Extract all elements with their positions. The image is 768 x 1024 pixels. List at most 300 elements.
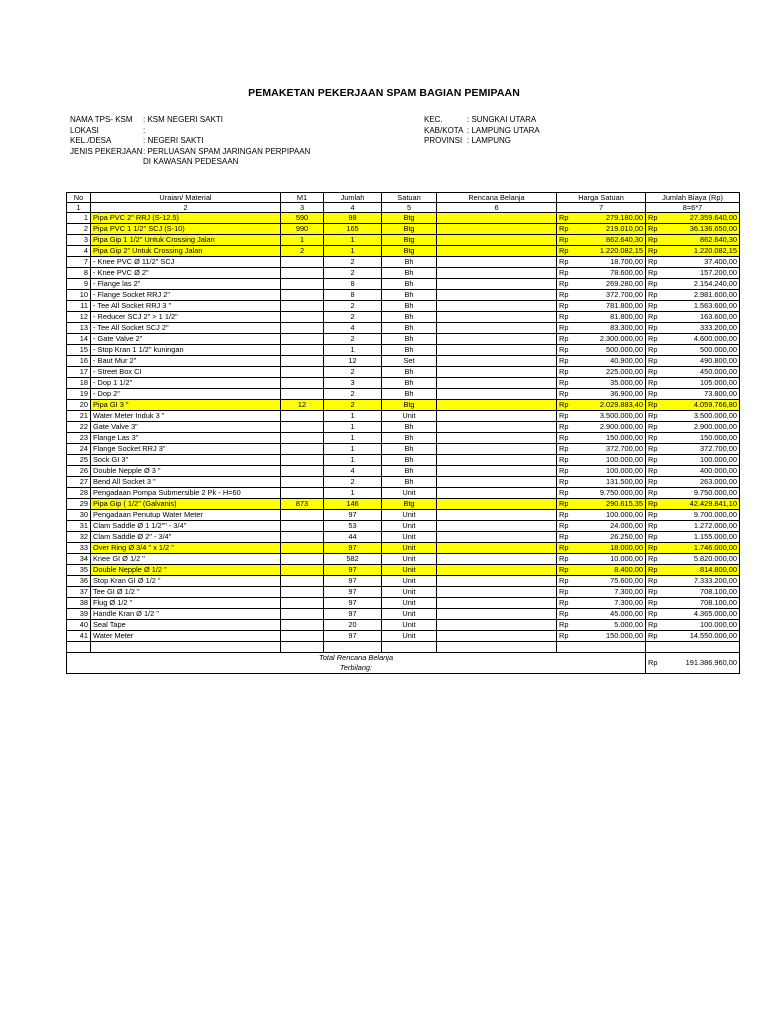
m1-value [281,510,324,521]
unit: Bh [382,367,437,378]
column-header: Jumlah Biaya (Rp) [646,193,740,203]
item-name: - Gate Valve 2" [91,334,281,345]
row-number: 2 [67,224,91,235]
terbilang-label: Terbilang: [67,663,646,674]
quantity: 165 [324,224,382,235]
unit: Bh [382,290,437,301]
info-value: : [143,125,146,135]
column-header: M1 [281,193,324,203]
total-cost: 708.100,00 [660,598,740,609]
price-currency: Rp [557,499,571,510]
empty-row [67,642,740,653]
column-number: 7 [557,203,646,213]
m1-value [281,444,324,455]
price-currency: Rp [557,356,571,367]
column-number: 8=6*7 [646,203,740,213]
item-name: Pipa Gip ( 1/2" (Galvanis) [91,499,281,510]
unit: Bh [382,389,437,400]
unit: Btg [382,400,437,411]
terbilang-row [67,663,740,674]
column-header: Jumlah [324,193,382,203]
item-name: - Knee PVC Ø 2" [91,268,281,279]
unit: Bh [382,477,437,488]
unit: Btg [382,224,437,235]
total-cost: 42.429.841,10 [660,499,740,510]
price-currency: Rp [557,576,571,587]
item-name: Pipa Gip 1 1/2" Untuk Crossing Jalan [91,235,281,246]
total-currency: Rp [646,422,660,433]
table-row [67,477,740,488]
item-name: - Tee All Socket SCJ 2" [91,323,281,334]
price-currency: Rp [557,334,571,345]
quantity: 98 [324,213,382,224]
item-name: - Street Box CI [91,367,281,378]
unit: Unit [382,631,437,642]
table-header-row [67,193,740,203]
total-currency: Rp [646,631,660,642]
quantity: 1 [324,235,382,246]
unit-price: 45.000,00 [571,609,646,620]
info-line [424,136,724,147]
total-currency: Rp [646,477,660,488]
quantity: 1 [324,345,382,356]
total-cost: 862.640,30 [660,235,740,246]
total-cost: 3.500.000,00 [660,411,740,422]
price-currency: Rp [557,444,571,455]
quantity: 8 [324,279,382,290]
unit-price: 40.900,00 [571,356,646,367]
rencana-belanja [437,323,557,334]
m1-value [281,301,324,312]
price-currency: Rp [557,433,571,444]
item-name: Flange Socket RRJ 3" [91,444,281,455]
total-cost: 9.700.000,00 [660,510,740,521]
unit-price: 100.000,00 [571,466,646,477]
total-currency: Rp [646,510,660,521]
quantity: 97 [324,598,382,609]
table-row [67,554,740,565]
unit-price: 35.000,00 [571,378,646,389]
price-currency: Rp [557,455,571,466]
unit: Unit [382,587,437,598]
table-row [67,609,740,620]
total-cost: 27.359.640,00 [660,213,740,224]
price-currency: Rp [557,235,571,246]
total-cost: 814.800,00 [660,565,740,576]
unit: Bh [382,312,437,323]
rencana-belanja [437,257,557,268]
unit: Unit [382,598,437,609]
unit: Bh [382,433,437,444]
m1-value: 990 [281,224,324,235]
price-currency: Rp [557,510,571,521]
unit-price: 10.000,00 [571,554,646,565]
quantity: 2 [324,301,382,312]
empty-cell [646,642,660,653]
table-row [67,279,740,290]
total-currency: Rp [646,224,660,235]
empty-cell [571,642,646,653]
m1-value [281,378,324,389]
rencana-belanja [437,521,557,532]
unit-price: 150.000,00 [571,433,646,444]
unit-price: 862.640,30 [571,235,646,246]
total-currency: Rp [646,334,660,345]
unit: Unit [382,609,437,620]
m1-value [281,532,324,543]
price-currency: Rp [557,565,571,576]
m1-value [281,312,324,323]
price-currency: Rp [557,488,571,499]
rencana-belanja [437,433,557,444]
row-number: 1 [67,213,91,224]
m1-value [281,323,324,334]
rencana-belanja [437,268,557,279]
total-currency: Rp [646,444,660,455]
column-number: 5 [382,203,437,213]
price-currency: Rp [557,543,571,554]
quantity: 53 [324,521,382,532]
unit: Unit [382,510,437,521]
row-number: 13 [67,323,91,334]
table-row [67,257,740,268]
m1-value [281,279,324,290]
table-row [67,323,740,334]
row-number: 14 [67,334,91,345]
total-cost: 14.550.000,00 [660,631,740,642]
quantity: 12 [324,356,382,367]
rencana-belanja [437,543,557,554]
table-row [67,620,740,631]
table-row [67,488,740,499]
row-number: 27 [67,477,91,488]
quantity: 3 [324,378,382,389]
table-row [67,521,740,532]
unit-price: 18.000,00 [571,543,646,554]
item-name: Gate Valve 3" [91,422,281,433]
price-currency: Rp [557,400,571,411]
info-line [424,115,724,126]
m1-value [281,290,324,301]
rencana-belanja [437,345,557,356]
total-cost: 708.100,00 [660,587,740,598]
total-cost: 2.900.000,00 [660,422,740,433]
grand-total: 191.386.960,00 [660,653,740,674]
total-currency: Rp [646,257,660,268]
info-line [70,157,370,168]
table-row [67,367,740,378]
info-line [70,136,370,147]
info-line [70,147,370,158]
m1-value [281,477,324,488]
row-number: 29 [67,499,91,510]
table-row [67,455,740,466]
rencana-belanja [437,411,557,422]
total-cost: 105.000,00 [660,378,740,389]
unit-price: 2.900.000,00 [571,422,646,433]
m1-value [281,576,324,587]
unit-price: 75.600,00 [571,576,646,587]
info-label: JENIS PEKERJAAN [70,146,143,156]
rencana-belanja [437,455,557,466]
item-name: Double Nepple Ø 3 " [91,466,281,477]
empty-cell [67,642,91,653]
row-number: 23 [67,433,91,444]
total-currency: Rp [646,587,660,598]
quantity: 1 [324,488,382,499]
m1-value [281,620,324,631]
unit: Bh [382,334,437,345]
total-cost: 163.600,00 [660,312,740,323]
total-currency: Rp [646,433,660,444]
total-cost: 9.750.000,00 [660,488,740,499]
m1-value: 873 [281,499,324,510]
total-cost: 333.200,00 [660,323,740,334]
table-row [67,246,740,257]
table-row [67,290,740,301]
table-row [67,389,740,400]
total-currency: Rp [646,389,660,400]
budget-table [66,192,740,674]
row-number: 22 [67,422,91,433]
row-number: 24 [67,444,91,455]
unit-price: 3.500.000,00 [571,411,646,422]
unit-price: 372.700,00 [571,290,646,301]
price-currency: Rp [557,466,571,477]
info-line [424,126,724,137]
rencana-belanja [437,532,557,543]
item-name: - Flange las 2" [91,279,281,290]
item-name: Flange Las 3" [91,433,281,444]
item-name: - Tee All Socket RRJ 3 " [91,301,281,312]
unit-price: 9.750.000,00 [571,488,646,499]
quantity: 1 [324,422,382,433]
quantity: 2 [324,400,382,411]
m1-value [281,367,324,378]
info-label: KEC. [424,115,443,124]
m1-value: 1 [281,235,324,246]
quantity: 1 [324,455,382,466]
row-number: 4 [67,246,91,257]
total-currency: Rp [646,345,660,356]
table-row [67,411,740,422]
m1-value [281,268,324,279]
quantity: 97 [324,576,382,587]
row-number: 20 [67,400,91,411]
row-number: 31 [67,521,91,532]
total-cost: 100.000,00 [660,455,740,466]
m1-value [281,609,324,620]
row-number: 37 [67,587,91,598]
total-currency: Rp [646,268,660,279]
total-cost: 73.800,00 [660,389,740,400]
item-name: Pengadaan Penutup Water Meter [91,510,281,521]
table-row [67,598,740,609]
info-label: NAMA TPS- KSM [70,115,133,124]
unit-price: 26.250,00 [571,532,646,543]
item-name: Clam Saddle Ø 2" - 3/4" [91,532,281,543]
quantity: 146 [324,499,382,510]
unit-price: 24.000,00 [571,521,646,532]
row-number: 10 [67,290,91,301]
row-number: 18 [67,378,91,389]
total-cost: 1.746.000,00 [660,543,740,554]
item-name: Tee GI Ø 1/2 " [91,587,281,598]
column-number: 3 [281,203,324,213]
table-row [67,510,740,521]
quantity: 1 [324,444,382,455]
rencana-belanja [437,290,557,301]
total-row [67,653,740,664]
quantity: 582 [324,554,382,565]
unit: Btg [382,499,437,510]
rencana-belanja [437,609,557,620]
total-currency: Rp [646,521,660,532]
m1-value [281,257,324,268]
m1-value [281,521,324,532]
info-label: LOKASI [70,125,99,135]
total-cost: 5.820.000,00 [660,554,740,565]
rencana-belanja [437,356,557,367]
column-number: 1 [67,203,91,213]
rencana-belanja [437,488,557,499]
total-currency: Rp [646,455,660,466]
info-value: : LAMPUNG UTARA [467,125,540,135]
total-label: Total Rencana Belanja [67,653,646,664]
info-value: DI KAWASAN PEDESAAN [143,157,239,166]
rencana-belanja [437,301,557,312]
quantity: 97 [324,543,382,554]
quantity: 97 [324,565,382,576]
quantity: 2 [324,477,382,488]
total-currency: Rp [646,609,660,620]
m1-value [281,466,324,477]
price-currency: Rp [557,367,571,378]
total-cost: 1.272.000,00 [660,521,740,532]
total-currency: Rp [646,565,660,576]
unit: Bh [382,345,437,356]
total-cost: 1.155.000,00 [660,532,740,543]
total-cost: 400.000,00 [660,466,740,477]
row-number: 30 [67,510,91,521]
rencana-belanja [437,224,557,235]
info-line [70,126,370,137]
empty-cell [324,642,382,653]
info-value: : SUNGKAI UTARA [467,115,537,124]
unit-price: 83.300,00 [571,323,646,334]
info-value: : PERLUASAN SPAM JARINGAN PERPIPAAN [143,146,311,156]
total-currency: Rp [646,499,660,510]
row-number: 32 [67,532,91,543]
unit: Unit [382,620,437,631]
total-currency: Rp [646,620,660,631]
total-currency: Rp [646,598,660,609]
m1-value [281,411,324,422]
price-currency: Rp [557,290,571,301]
quantity: 4 [324,323,382,334]
column-header: Rencana Belanja [437,193,557,203]
quantity: 2 [324,334,382,345]
row-number: 12 [67,312,91,323]
table-number-row [67,203,740,213]
rencana-belanja [437,378,557,389]
quantity: 2 [324,389,382,400]
item-name: - Knee PVC Ø 11/2" SCJ [91,257,281,268]
column-number: 6 [437,203,557,213]
row-number: 3 [67,235,91,246]
m1-value [281,543,324,554]
table-row [67,565,740,576]
table-row [67,378,740,389]
unit: Unit [382,543,437,554]
m1-value [281,565,324,576]
price-currency: Rp [557,323,571,334]
rencana-belanja [437,477,557,488]
table-row [67,268,740,279]
total-cost: 450.000,00 [660,367,740,378]
row-number: 34 [67,554,91,565]
row-number: 25 [67,455,91,466]
unit-price: 78.600,00 [571,268,646,279]
price-currency: Rp [557,345,571,356]
row-number: 7 [67,257,91,268]
price-currency: Rp [557,279,571,290]
total-cost: 1.563.600,00 [660,301,740,312]
total-cost: 4.059.766,80 [660,400,740,411]
total-currency: Rp [646,554,660,565]
rencana-belanja [437,312,557,323]
item-name: Pengadaan Pompa Submersible 2 Pk - H=60 [91,488,281,499]
item-name: - Stop Kran 1 1/2" kuningan [91,345,281,356]
rencana-belanja [437,631,557,642]
unit: Bh [382,422,437,433]
column-header: Satuan [382,193,437,203]
total-currency: Rp [646,378,660,389]
price-currency: Rp [557,598,571,609]
unit-price: 269.280,00 [571,279,646,290]
item-name: - Dop 1 1/2" [91,378,281,389]
row-number: 28 [67,488,91,499]
table-row [67,356,740,367]
total-cost: 2.981.600,00 [660,290,740,301]
row-number: 16 [67,356,91,367]
unit-price: 36.900,00 [571,389,646,400]
total-currency: Rp [646,400,660,411]
unit-price: 81.800,00 [571,312,646,323]
total-currency: Rp [646,576,660,587]
item-name: Over Ring Ø 3/4 " x 1/2 " [91,543,281,554]
total-cost: 4.365.000,00 [660,609,740,620]
item-name: Pipa PVC 2" RRJ (S-12.5) [91,213,281,224]
row-number: 40 [67,620,91,631]
quantity: 20 [324,620,382,631]
table-row [67,235,740,246]
unit-price: 5.000,00 [571,620,646,631]
item-name: Double Nepple Ø 1/2 " [91,565,281,576]
total-currency: Rp [646,532,660,543]
unit: Unit [382,554,437,565]
rencana-belanja [437,620,557,631]
rencana-belanja [437,510,557,521]
total-cost: 7.333.200,00 [660,576,740,587]
empty-cell [281,642,324,653]
unit-price: 7.300,00 [571,598,646,609]
item-name: Water Meter Induk 3 " [91,411,281,422]
quantity: 97 [324,631,382,642]
unit: Bh [382,301,437,312]
table-row [67,631,740,642]
unit-price: 290.615,35 [571,499,646,510]
